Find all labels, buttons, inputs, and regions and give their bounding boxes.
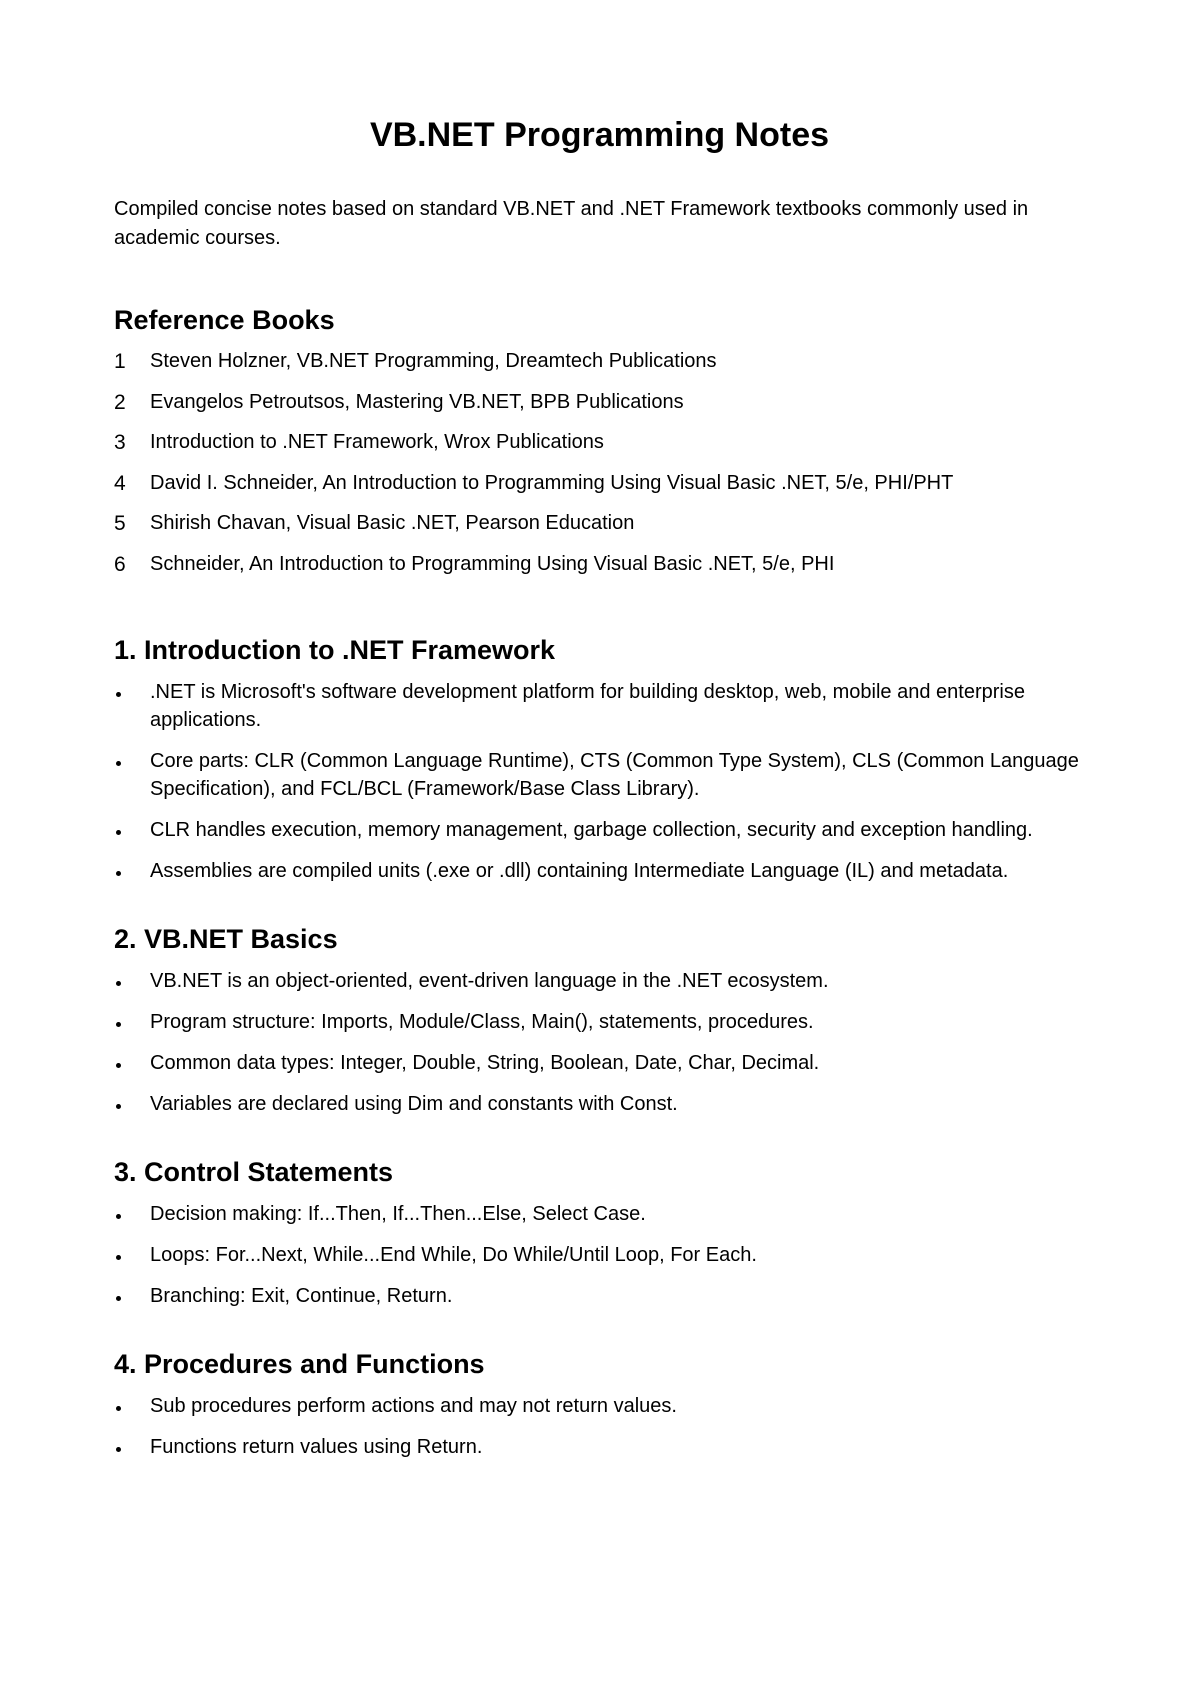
reference-text: Steven Holzner, VB.NET Programming, Dreamtech Publications: [150, 350, 717, 372]
section-heading-procedures-functions: 4. Procedures and Functions: [114, 1348, 485, 1379]
bullet-text: CLR handles execution, memory management, garbage collection, security and exception handling.: [150, 818, 1033, 841]
reference-list: [114, 348, 1085, 577]
reference-number: 4: [114, 471, 126, 495]
reference-text: David I. Schneider, An Introduction to Programming Using Visual Basic .NET, 5/e, PHI/PHT: [150, 471, 954, 494]
bullet-list: [114, 967, 1085, 1118]
reference-item: [114, 470, 1085, 496]
reference-text: Shirish Chavan, Visual Basic .NET, Pearson Education: [150, 512, 635, 534]
bullet-item: [114, 747, 1085, 803]
bullet-text: Core parts: CLR (Common Language Runtime), CTS (Common Type System), CLS (Common Language Specification), and FCL/BCL (Framework/Base Class Library).: [150, 749, 1079, 800]
reference-number: 3: [114, 431, 126, 454]
bullet-dot-icon: [116, 1406, 121, 1411]
section-heading-control-statements: 3. Control Statements: [114, 1156, 394, 1187]
bullet-text: .NET is Microsoft's software development platform for building desktop, web, mobile and enterprise applications.: [150, 680, 1025, 731]
bullet-text: VB.NET is an object-oriented, event-driven language in the .NET ecosystem.: [150, 969, 829, 992]
bullet-list: [114, 1200, 1085, 1310]
intro-paragraph: Compiled concise notes based on standard VB.NET and .NET Framework textbooks commonly used in academic courses.: [114, 198, 1029, 249]
bullet-text: Decision making: If...Then, If...Then...Else, Select Case.: [150, 1202, 646, 1225]
reference-number: 5: [114, 512, 126, 535]
bullet-text: Variables are declared using Dim and constants with Const.: [150, 1092, 678, 1115]
bullet-list: [114, 678, 1085, 885]
bullet-text: Functions return values using Return.: [150, 1435, 483, 1458]
bullet-item: [114, 1433, 1085, 1461]
bullet-item: [114, 1241, 1085, 1269]
reference-item: [114, 348, 1085, 374]
bullet-list: [114, 1392, 1085, 1461]
reference-number: 6: [114, 552, 126, 576]
bullet-dot-icon: [116, 1104, 121, 1109]
reference-number: 2: [114, 390, 126, 414]
bullet-dot-icon: [116, 1255, 121, 1260]
bullet-item: [114, 1200, 1085, 1228]
reference-item: [114, 389, 1085, 415]
reference-item: [114, 510, 1085, 536]
reference-text: Introduction to .NET Framework, Wrox Publications: [150, 431, 604, 453]
bullet-text: Program structure: Imports, Module/Class, Main(), statements, procedures.: [150, 1010, 814, 1033]
bullet-dot-icon: [116, 871, 121, 876]
reference-number: 1: [114, 350, 126, 373]
bullet-text: Sub procedures perform actions and may not return values.: [150, 1394, 677, 1417]
bullet-text: Loops: For...Next, While...End While, Do While/Until Loop, For Each.: [150, 1243, 757, 1266]
bullet-item: [114, 967, 1085, 995]
bullet-dot-icon: [116, 830, 121, 835]
bullet-dot-icon: [116, 981, 121, 986]
bullet-item: [114, 1008, 1085, 1036]
bullet-text: Branching: Exit, Continue, Return.: [150, 1284, 453, 1307]
bullet-dot-icon: [116, 1063, 121, 1068]
document-title: VB.NET Programming Notes: [369, 116, 830, 154]
bullet-dot-icon: [116, 1214, 121, 1219]
bullet-dot-icon: [116, 1022, 121, 1027]
bullet-item: [114, 1282, 1085, 1310]
bullet-item: [114, 816, 1085, 844]
bullet-dot-icon: [116, 761, 121, 766]
section-heading-net-framework: 1. Introduction to .NET Framework: [114, 634, 556, 665]
bullet-text: Common data types: Integer, Double, String, Boolean, Date, Char, Decimal.: [150, 1051, 820, 1074]
bullet-item: [114, 1392, 1085, 1420]
reference-item: [114, 429, 1085, 455]
bullet-item: [114, 857, 1085, 885]
bullet-dot-icon: [116, 692, 121, 697]
section-heading-vbnet-basics: 2. VB.NET Basics: [114, 923, 338, 954]
reference-text: Evangelos Petroutsos, Mastering VB.NET, BPB Publications: [150, 390, 684, 413]
bullet-dot-icon: [116, 1447, 121, 1452]
bullet-dot-icon: [116, 1296, 121, 1301]
references-heading: Reference Books: [114, 305, 335, 335]
bullet-item: [114, 678, 1085, 734]
bullet-item: [114, 1049, 1085, 1077]
bullet-text: Assemblies are compiled units (.exe or .dll) containing Intermediate Language (IL) and metadata.: [150, 859, 1009, 882]
bullet-item: [114, 1090, 1085, 1118]
reference-text: Schneider, An Introduction to Programming Using Visual Basic .NET, 5/e, PHI: [150, 552, 835, 575]
reference-item: [114, 551, 1085, 577]
